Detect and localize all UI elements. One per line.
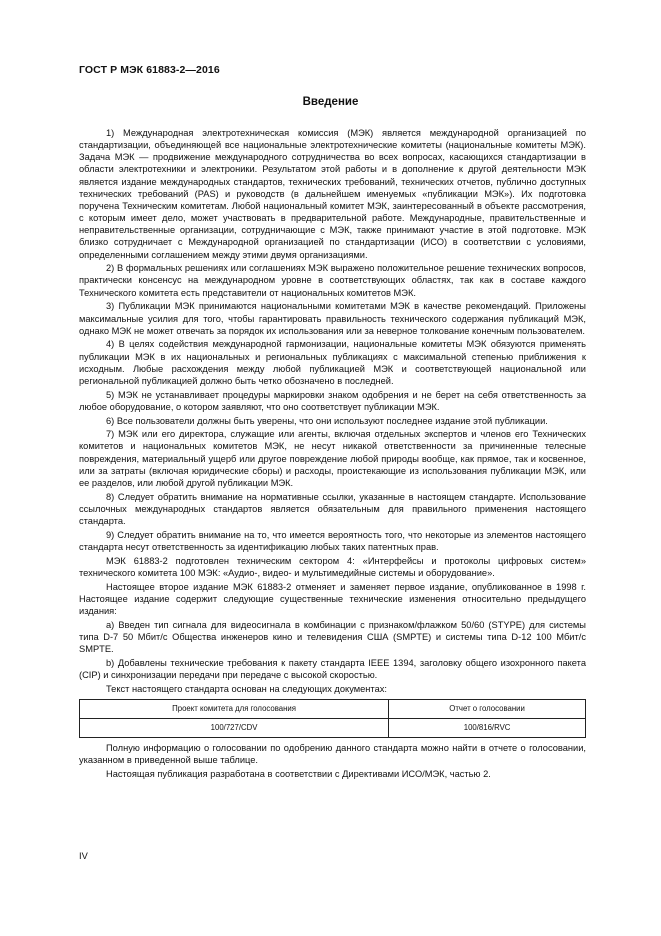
paragraph: Настоящая публикация разработана в соответствии с Директивами ИСО/МЭК, частью 2.: [106, 768, 491, 779]
paragraph: 8) Следует обратить внимание на нормативные ссылки, указанные в настоящем стандарте. Использование ссылочных международных стандартов является обязательным для правильного применения настоящего стандарта.: [79, 491, 586, 526]
paragraph: 5) МЭК не устанавливает процедуры маркировки знаком одобрения и не берет на себя ответственность за любое оборудование, о котором заявляют, что оно соответствует публикации МЭК.: [79, 389, 586, 412]
table-cell: 100/816/RVC: [389, 718, 586, 737]
paragraph: Полную информацию о голосовании по одобрению данного стандарта можно найти в отчете о голосовании, указанном в приведенной выше таблице.: [79, 743, 586, 766]
document-body: [79, 127, 586, 782]
paragraph: 1) Международная электротехническая комиссия (МЭК) является международной организацией по стандартизации, объединяющей все национальные электротехнические комитеты (национальные комитеты МЭК). Задача МЭК — продвижение международного сотрудничества во всех вопросах, касающихся стандартизации в области электротехники и электроники. Результатом этой работы и в дополнение к другой деятельности МЭК является издание международных стандартов, технических требований, технических отчетов, публично доступных технических требований (PAS) и руководств (в дальнейшем именуемых «публикации МЭК»). Их подготовка поручена Техническим комитетам. Любой национальный комитет МЭК, заинтересованный в объекте рассмотрения, с которым имеет дело, может участвовать в предварительной работе. Международные, правительственные и неправительственные организации, сотрудничающие с МЭК, также принимают участие в этой подготовке. МЭК близко сотрудничает с Международной организацией по стандартизации (ИСО) в соответствии с условиями, определенными соглашением между этими двумя организациями.: [79, 128, 586, 260]
paragraph: 7) МЭК или его директора, служащие или агенты, включая отдельных экспертов и членов его Технических комитетов и национальных комитетов МЭК, не несут никакой ответственности за причиненные телесные повреждения, материальный ущерб или другое повреждение любой природы вообще, как прямое, так и косвенное, или за затраты (включая юридические сборы) и расходы, проистекающие из использования публикации МЭК, или ее разделов, или любой другой публикации МЭК.: [79, 429, 586, 488]
paragraph: 6) Все пользователи должны быть уверены, что они используют последнее издание этой публикации.: [106, 415, 548, 426]
table-header-cell: Отчет о голосовании: [389, 699, 586, 718]
table-cell: 100/727/CDV: [80, 718, 389, 737]
paragraph: 3) Публикации МЭК принимаются национальными комитетами МЭК в качестве рекомендаций. Приложены максимальные усилия для того, чтобы гарантировать правильность технического содержания публикаций МЭК, однако МЭК не может отвечать за порядок их использования или за неверное толкование конечным пользователем.: [79, 301, 586, 336]
table-row: [80, 718, 586, 737]
document-header: ГОСТ Р МЭК 61883-2—2016: [79, 64, 220, 76]
paragraph: b) Добавлены технические требования к пакету стандарта IEEE 1394, заголовку общего изохронного пакета (CIP) и синхронизации передачи при передаче с высокой скоростью.: [79, 657, 586, 680]
documents-table: [79, 699, 586, 738]
paragraph: 9) Следует обратить внимание на то, что имеется вероятность того, что некоторые из элементов настоящего стандарта несут ответственность за идентификацию любых таких патентных прав.: [79, 529, 586, 552]
paragraph: Текст настоящего стандарта основан на следующих документах:: [106, 683, 387, 694]
paragraph: a) Введен тип сигнала для видеосигнала в комбинации с признаком/флажком 50/60 (STYPE) для системы типа D-7 50 Мбит/с Общества инженеров кино и телевидения США (SMPTE) и системы типа D-12 100 Мбит/с SMPTE.: [79, 619, 586, 654]
table-header-cell: Проект комитета для голосования: [80, 699, 389, 718]
section-title: Введение: [302, 96, 359, 108]
paragraph: Настоящее второе издание МЭК 61883-2 отменяет и заменяет первое издание, опубликованное в 1998 г. Настоящее издание содержит следующие существенные технические изменения относительно предыдущего издания:: [79, 581, 586, 616]
paragraph: МЭК 61883-2 подготовлен техническим сектором 4: «Интерфейсы и протоколы цифровых систем» технического комитета 100 МЭК: «Аудио-, видео- и мультимедийные системы и оборудование».: [79, 555, 586, 578]
paragraph: 4) В целях содействия международной гармонизации, национальные комитеты МЭК обязуются применять публикации МЭК в их национальных и региональных публикациях с максимальной степенью приближения к исходным. Любые расхождения между любой публикацией МЭК и соответствующей национальной или региональной публикацией должно быть четко обозначено в последней.: [79, 339, 586, 386]
table-header-row: [80, 699, 586, 718]
page-number: IV: [79, 851, 88, 861]
paragraph: 2) В формальных решениях или соглашениях МЭК выражено положительное решение технических вопросов, практически консенсус на международном уровне в соответствующих областях, так как в составе каждого Технического комитета есть представители от национальных комитетов МЭК.: [79, 263, 586, 298]
